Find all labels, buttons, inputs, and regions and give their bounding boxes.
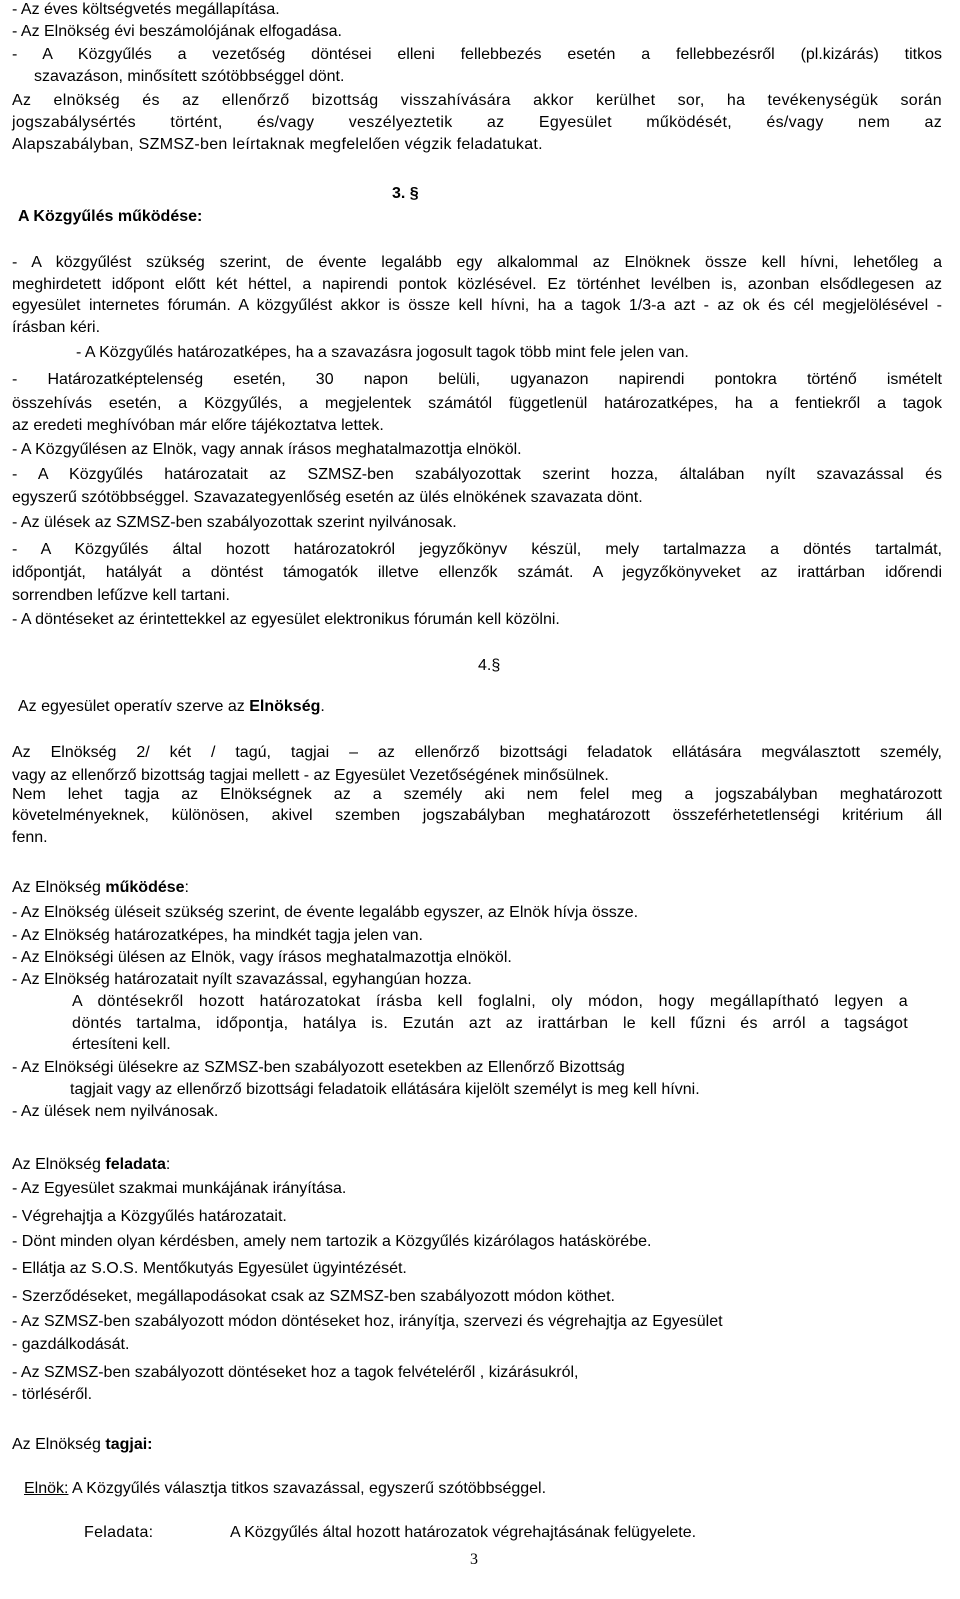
list-item: - A Közgyűlés a vezetőség döntései elleni fellebbezés esetén a fellebbezésről (pl.kizárás) titkos <box>12 46 942 63</box>
section-heading: A Közgyűlés működése: <box>18 208 203 225</box>
list-item: - Az Elnökség üléseit szükség szerint, de évente legalább egyszer, az Elnök hívja össze. <box>12 904 639 921</box>
paragraph-line: írásban kéri. <box>12 319 101 336</box>
list-item: - Határozatképtelenség esetén, 30 napon belüli, ugyanazon napirendi pontokra történő ismételt <box>12 371 942 388</box>
members-heading <box>12 1437 153 1453</box>
paragraph-line: követelményeknek, különösen, akivel szemben jogszabályban meghatározott összeférhetetlenségi kritérium áll <box>12 807 942 824</box>
paragraph-line: tagjait vagy az ellenőrző bizottsági feladatoik ellátására kijelölt személyt is meg kell hívni. <box>70 1081 700 1098</box>
heading-bold: tagjai: <box>105 1436 153 1453</box>
list-item: - Az ülések az SZMSZ-ben szabályozottak szerint nyilvánosak. <box>12 514 457 531</box>
paragraph-line: az eredeti meghívóban már előre tájékoztatva lettek. <box>12 417 384 434</box>
paragraph-line: Nem lehet tagja az Elnökségnek az a személy aki nem felel meg a jogszabályban meghatározott <box>12 786 942 803</box>
paragraph-line: - A közgyűlést szükség szerint, de évente legalább egy alkalommal az Elnöknek össze kell hívni, lehetőleg a <box>12 254 942 271</box>
list-item: - Az éves költségvetés megállapítása. <box>12 1 280 18</box>
paragraph-line: meghirdetett időpont előtt két héttel, a napirendi pontok közlésével. Ez történhet levélben is, azonban elsődlegesen az <box>12 276 942 293</box>
list-item: - Az SZMSZ-ben szabályozott módon döntéseket hoz, irányítja, szervezi és végrehajtja az Egyesület <box>12 1313 723 1330</box>
list-item: - Ellátja az S.O.S. Mentőkutyás Egyesület ügyintézését. <box>12 1260 407 1277</box>
heading-suffix: : <box>184 879 189 896</box>
paragraph-line: sorrendben lefűzve kell tartani. <box>12 587 230 604</box>
list-item: - Az Elnökség határozatait nyílt szavazással, egyhangúan hozza. <box>12 971 472 988</box>
list-item: - A döntéseket az érintettekkel az egyesület elektronikus fórumán kell közölni. <box>12 611 560 628</box>
heading-suffix: : <box>165 1156 171 1173</box>
list-item: - A Közgyűlés határozatképes, ha a szavazásra jogosult tagok több mint fele jelen van. <box>76 344 689 361</box>
list-item: - Az Elnökség évi beszámolójának elfogadása. <box>12 23 342 40</box>
list-item: - Az Elnökségi ülésekre az SZMSZ-ben szabályozott esetekben az Ellenőrző Bizottság <box>12 1059 625 1076</box>
list-item: - A Közgyűlésen az Elnök, vagy annak írásos meghatalmazottja elnököl. <box>12 441 522 458</box>
list-item: - Dönt minden olyan kérdésben, amely nem tartozik a Közgyűlés kizárólagos hatáskörébe. <box>12 1233 652 1250</box>
list-item: - törléséről. <box>12 1386 93 1403</box>
paragraph-line: Az Elnökség 2/ két / tagú, tagjai – az ellenőrző bizottsági feladatok ellátására megválasztott személy, <box>12 744 942 761</box>
heading-bold: működése <box>105 879 185 896</box>
operation-heading <box>12 880 189 896</box>
duty-text: A Közgyűlés által hozott határozatok végrehajtásának felügyelete. <box>230 1524 697 1541</box>
president-label: Elnök: <box>24 1480 69 1497</box>
president-text: A Közgyűlés választja titkos szavazással, egyszerű szótöbbséggel. <box>68 1480 547 1497</box>
operative-text: Az egyesület operatív szerve az <box>18 698 250 715</box>
duty-label: Feladata: <box>84 1524 154 1541</box>
operative-bold: Elnökség <box>249 698 321 715</box>
paragraph-line: egyszerű szótöbbséggel. Szavazategyenlőség esetén az ülés elnökének szavazata dönt. <box>12 489 643 506</box>
list-item-continued: szavazáson, minősített szótöbbséggel dönt. <box>34 68 345 85</box>
heading-text: Az Elnökség <box>12 879 106 896</box>
section-number: 4.§ <box>478 657 501 674</box>
paragraph-line: jogszabálysértés történt, és/vagy veszélyeztetik az Egyesület működését, és/vagy nem az <box>12 114 942 131</box>
paragraph-line: fenn. <box>12 829 48 846</box>
paragraph-line: vagy az ellenőrző bizottság tagjai mellett - az Egyesület Vezetőségének minősülnek. <box>12 767 609 784</box>
list-item: - A Közgyűlés által hozott határozatokról jegyzőkönyv készül, mely tartalmazza a döntés tartalmát, <box>12 541 942 558</box>
paragraph-line: Alapszabályban, SZMSZ-ben leírtaknak megfelelően végzik feladatukat. <box>12 136 543 153</box>
list-item: - Az Egyesület szakmai munkájának irányítása. <box>12 1180 347 1197</box>
list-item: - Az Elnökség határozatképes, ha mindkét tagja jelen van. <box>12 927 423 944</box>
paragraph-line: egyesület internetes fórumán. A közgyűlést akkor is össze kell hívni, ha a tagok 1/3-a azt - az ok és cél megjelölésével - <box>12 297 942 314</box>
list-item: - gazdálkodását. <box>12 1336 130 1353</box>
list-item: - Szerződéseket, megállapodásokat csak az SZMSZ-ben szabályozott módon köthet. <box>12 1288 615 1305</box>
list-item: - Végrehajtja a Közgyűlés határozatait. <box>12 1208 287 1225</box>
heading-bold: feladata <box>105 1156 166 1173</box>
president-line <box>24 1481 546 1497</box>
paragraph-line: értesíteni kell. <box>72 1036 171 1053</box>
paragraph-line: időpontját, hatályát a döntést támogatók illetve ellenzők számát. A jegyzőkönyveket az irattárban időrendi <box>12 564 942 581</box>
list-item: - Az SZMSZ-ben szabályozott döntéseket hoz a tagok felvételéről , kizárásukról, <box>12 1364 579 1381</box>
operative-sentence <box>18 699 325 715</box>
list-item: - A Közgyűlés határozatait az SZMSZ-ben szabályozottak szerint hozza, általában nyílt szavazással és <box>12 466 942 483</box>
heading-text: Az Elnökség <box>12 1436 106 1453</box>
section-number: 3. § <box>392 185 419 202</box>
tasks-heading <box>12 1157 170 1173</box>
page-number: 3 <box>470 1551 478 1568</box>
paragraph-line: A döntésekről hozott határozatokat írásba kell foglalni, oly módon, hogy megállapítható legyen a <box>72 993 908 1010</box>
list-item: - Az Elnökségi ülésen az Elnök, vagy írásos meghatalmazottja elnököl. <box>12 949 512 966</box>
paragraph-line: összehívás esetén, a Közgyűlés, a megjelentek számától függetlenül határozatképes, ha a fentiekről a tagok <box>12 395 942 412</box>
paragraph-line: döntés tartalma, időpontja, hatálya is. Ezután azt az irattárban le kell fűzni és arról a tagságot <box>72 1015 908 1032</box>
list-item: - Az ülések nem nyilvánosak. <box>12 1103 219 1120</box>
operative-suffix: . <box>320 698 325 715</box>
paragraph-line: Az elnökség és az ellenőrző bizottság visszahívására akkor kerülhet sor, ha tevékenységük során <box>12 92 942 109</box>
heading-text: Az Elnökség <box>12 1156 106 1173</box>
